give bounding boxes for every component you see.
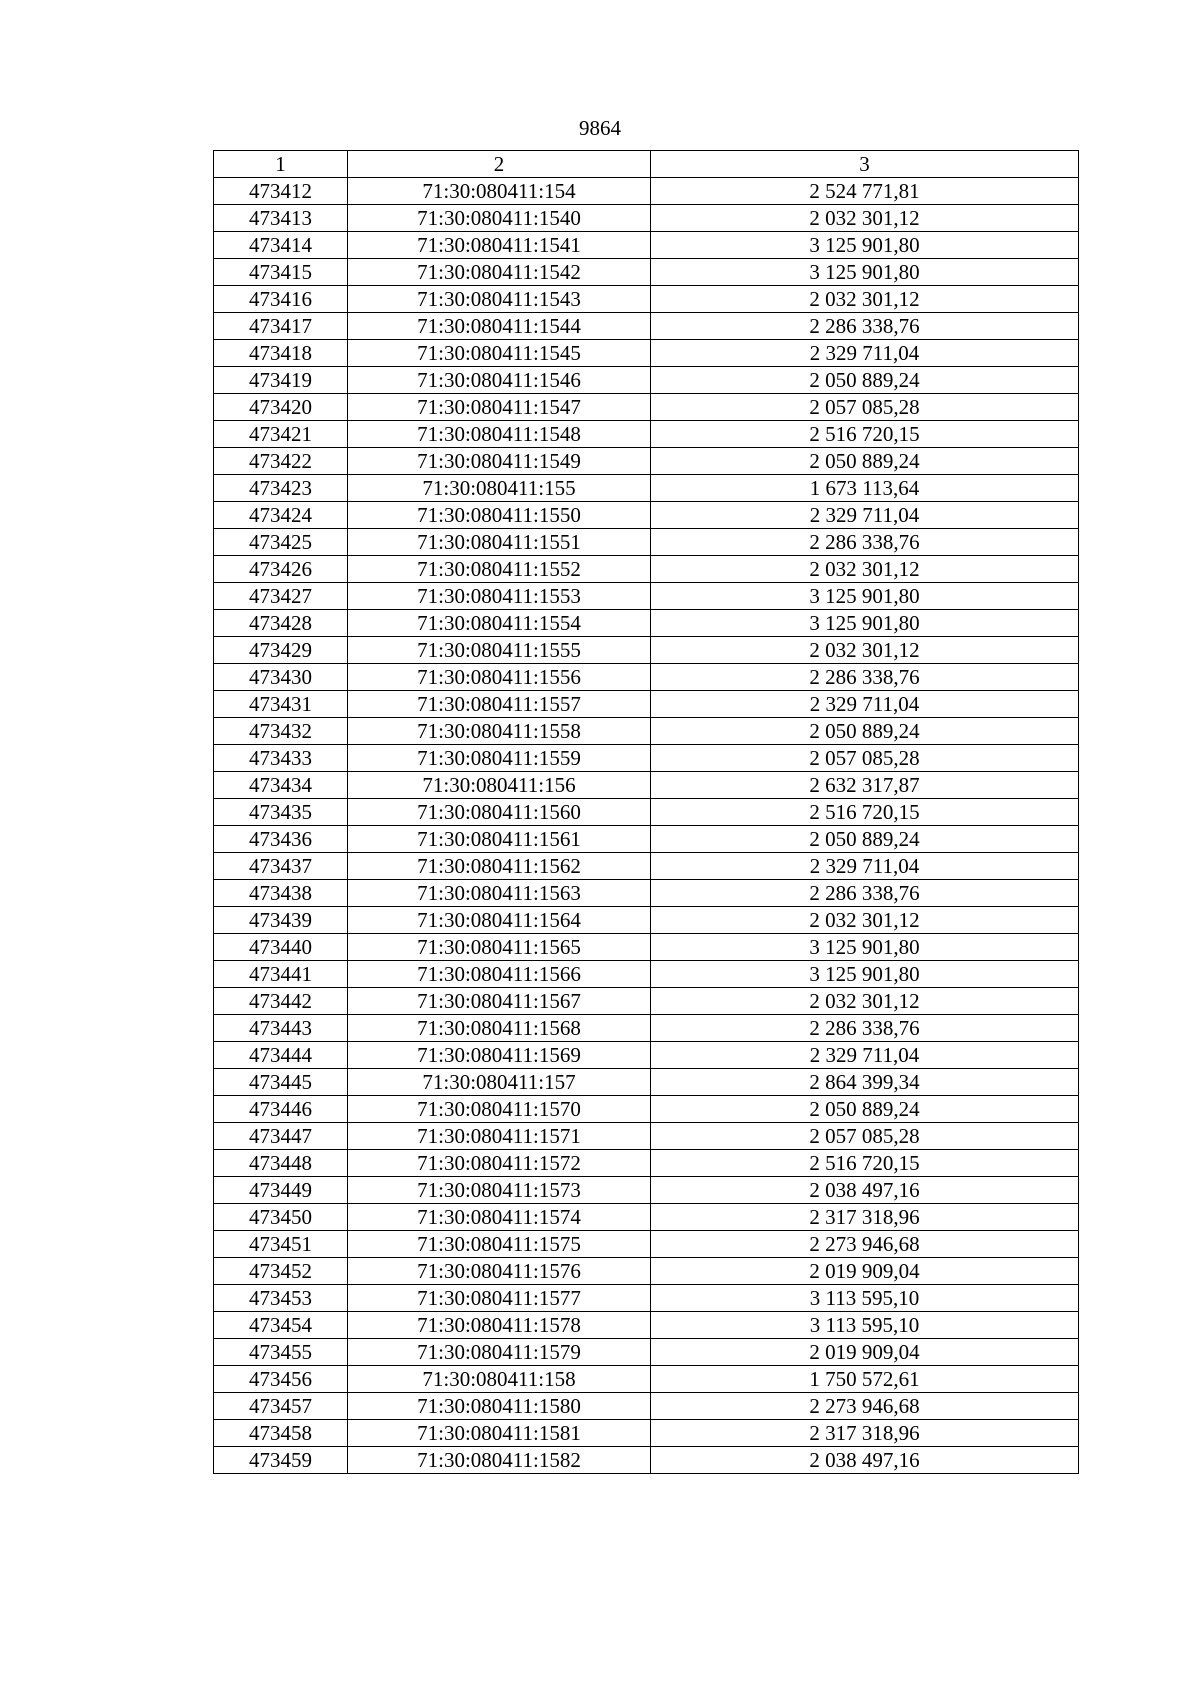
- cell-cadastral-number: 71:30:080411:1574: [348, 1204, 651, 1231]
- cell-row-number: 473438: [214, 880, 348, 907]
- cell-row-number: 473451: [214, 1231, 348, 1258]
- cell-cadastral-value: 2 329 711,04: [651, 340, 1079, 367]
- cell-cadastral-value: 2 524 771,81: [651, 178, 1079, 205]
- table-row: [214, 691, 1079, 718]
- cell-cadastral-number: 71:30:080411:1572: [348, 1150, 651, 1177]
- cell-cadastral-value: 2 050 889,24: [651, 826, 1079, 853]
- cell-row-number: 473430: [214, 664, 348, 691]
- cell-cadastral-number: 71:30:080411:1570: [348, 1096, 651, 1123]
- table-row: [214, 1150, 1079, 1177]
- cell-cadastral-number: 71:30:080411:158: [348, 1366, 651, 1393]
- cell-cadastral-value: 2 329 711,04: [651, 1042, 1079, 1069]
- cell-cadastral-number: 71:30:080411:1565: [348, 934, 651, 961]
- cell-cadastral-number: 71:30:080411:1557: [348, 691, 651, 718]
- table-row: [214, 1339, 1079, 1366]
- cell-cadastral-value: 2 286 338,76: [651, 664, 1079, 691]
- cell-cadastral-number: 71:30:080411:1563: [348, 880, 651, 907]
- table-row: [214, 1366, 1079, 1393]
- table-row: [214, 826, 1079, 853]
- cell-cadastral-value: 2 050 889,24: [651, 448, 1079, 475]
- cell-cadastral-number: 71:30:080411:1552: [348, 556, 651, 583]
- table-row: [214, 448, 1079, 475]
- table-row: [214, 664, 1079, 691]
- cell-cadastral-value: 2 286 338,76: [651, 529, 1079, 556]
- table-row: [214, 1015, 1079, 1042]
- cell-cadastral-value: 2 019 909,04: [651, 1258, 1079, 1285]
- cell-cadastral-value: 3 125 901,80: [651, 610, 1079, 637]
- cadastral-value-table: [213, 150, 1079, 1474]
- table-row: [214, 799, 1079, 826]
- cell-row-number: 473422: [214, 448, 348, 475]
- cell-cadastral-number: 71:30:080411:1576: [348, 1258, 651, 1285]
- cell-cadastral-number: 71:30:080411:1582: [348, 1447, 651, 1474]
- cell-cadastral-number: 71:30:080411:1550: [348, 502, 651, 529]
- table-row: [214, 394, 1079, 421]
- table-row: [214, 529, 1079, 556]
- cell-row-number: 473432: [214, 718, 348, 745]
- cell-row-number: 473447: [214, 1123, 348, 1150]
- cell-cadastral-number: 71:30:080411:155: [348, 475, 651, 502]
- table-row: [214, 1096, 1079, 1123]
- table-row: [214, 907, 1079, 934]
- cell-cadastral-value: 2 019 909,04: [651, 1339, 1079, 1366]
- table-row: [214, 745, 1079, 772]
- cell-row-number: 473454: [214, 1312, 348, 1339]
- table-row: [214, 880, 1079, 907]
- cell-cadastral-value: 1 673 113,64: [651, 475, 1079, 502]
- cell-row-number: 473431: [214, 691, 348, 718]
- cell-row-number: 473429: [214, 637, 348, 664]
- cell-cadastral-number: 71:30:080411:1554: [348, 610, 651, 637]
- cell-cadastral-number: 71:30:080411:1573: [348, 1177, 651, 1204]
- cell-cadastral-number: 71:30:080411:154: [348, 178, 651, 205]
- cell-cadastral-value: 3 125 901,80: [651, 232, 1079, 259]
- cell-cadastral-value: 2 032 301,12: [651, 205, 1079, 232]
- table-row: [214, 1258, 1079, 1285]
- cell-row-number: 473450: [214, 1204, 348, 1231]
- cell-cadastral-value: 2 317 318,96: [651, 1204, 1079, 1231]
- table-row: [214, 610, 1079, 637]
- table-row: [214, 1069, 1079, 1096]
- cell-cadastral-number: 71:30:080411:1580: [348, 1393, 651, 1420]
- table-row: [214, 853, 1079, 880]
- cell-row-number: 473445: [214, 1069, 348, 1096]
- cell-row-number: 473412: [214, 178, 348, 205]
- cell-row-number: 473433: [214, 745, 348, 772]
- cell-cadastral-value: 2 032 301,12: [651, 907, 1079, 934]
- table-header-row: [214, 151, 1079, 178]
- cell-cadastral-value: 2 050 889,24: [651, 367, 1079, 394]
- cell-cadastral-value: 2 329 711,04: [651, 853, 1079, 880]
- cell-cadastral-value: 2 317 318,96: [651, 1420, 1079, 1447]
- cell-cadastral-value: 2 516 720,15: [651, 799, 1079, 826]
- table-row: [214, 1123, 1079, 1150]
- table-row: [214, 1312, 1079, 1339]
- cell-cadastral-value: 1 750 572,61: [651, 1366, 1079, 1393]
- cell-cadastral-number: 71:30:080411:1556: [348, 664, 651, 691]
- cell-cadastral-value: 2 329 711,04: [651, 691, 1079, 718]
- table-row: [214, 1420, 1079, 1447]
- cell-row-number: 473458: [214, 1420, 348, 1447]
- cell-row-number: 473442: [214, 988, 348, 1015]
- cell-cadastral-value: 2 038 497,16: [651, 1177, 1079, 1204]
- cell-cadastral-number: 71:30:080411:1575: [348, 1231, 651, 1258]
- cell-row-number: 473425: [214, 529, 348, 556]
- cell-cadastral-value: 2 516 720,15: [651, 421, 1079, 448]
- cell-row-number: 473453: [214, 1285, 348, 1312]
- cell-row-number: 473441: [214, 961, 348, 988]
- cell-row-number: 473443: [214, 1015, 348, 1042]
- cell-cadastral-number: 71:30:080411:1571: [348, 1123, 651, 1150]
- table-row: [214, 178, 1079, 205]
- cell-cadastral-value: 2 286 338,76: [651, 880, 1079, 907]
- cell-row-number: 473439: [214, 907, 348, 934]
- table-row: [214, 934, 1079, 961]
- cell-cadastral-value: 2 032 301,12: [651, 286, 1079, 313]
- cell-row-number: 473426: [214, 556, 348, 583]
- cell-cadastral-value: 2 050 889,24: [651, 718, 1079, 745]
- cell-cadastral-number: 71:30:080411:1569: [348, 1042, 651, 1069]
- cell-row-number: 473421: [214, 421, 348, 448]
- cell-cadastral-value: 3 125 901,80: [651, 259, 1079, 286]
- cell-row-number: 473415: [214, 259, 348, 286]
- cell-row-number: 473414: [214, 232, 348, 259]
- table-row: [214, 313, 1079, 340]
- table-body: [214, 178, 1079, 1474]
- table-row: [214, 988, 1079, 1015]
- cell-cadastral-number: 71:30:080411:1579: [348, 1339, 651, 1366]
- table-row: [214, 637, 1079, 664]
- cell-cadastral-number: 71:30:080411:1559: [348, 745, 651, 772]
- cell-row-number: 473435: [214, 799, 348, 826]
- cell-row-number: 473428: [214, 610, 348, 637]
- cell-cadastral-number: 71:30:080411:1581: [348, 1420, 651, 1447]
- cell-cadastral-number: 71:30:080411:1558: [348, 718, 651, 745]
- cell-row-number: 473446: [214, 1096, 348, 1123]
- cell-cadastral-value: 3 125 901,80: [651, 961, 1079, 988]
- column-header-cadastral-number: 2: [348, 151, 651, 178]
- cell-row-number: 473419: [214, 367, 348, 394]
- cell-cadastral-value: 2 038 497,16: [651, 1447, 1079, 1474]
- cell-cadastral-value: 2 032 301,12: [651, 988, 1079, 1015]
- table-row: [214, 1393, 1079, 1420]
- table-row: [214, 961, 1079, 988]
- cell-cadastral-value: 2 032 301,12: [651, 637, 1079, 664]
- cell-cadastral-number: 71:30:080411:1553: [348, 583, 651, 610]
- cell-row-number: 473418: [214, 340, 348, 367]
- cell-cadastral-value: 2 329 711,04: [651, 502, 1079, 529]
- cell-cadastral-value: 2 050 889,24: [651, 1096, 1079, 1123]
- cell-row-number: 473417: [214, 313, 348, 340]
- cell-cadastral-number: 71:30:080411:1542: [348, 259, 651, 286]
- cell-cadastral-number: 71:30:080411:1577: [348, 1285, 651, 1312]
- cell-row-number: 473437: [214, 853, 348, 880]
- cell-row-number: 473444: [214, 1042, 348, 1069]
- table-row: [214, 475, 1079, 502]
- cell-cadastral-number: 71:30:080411:1555: [348, 637, 651, 664]
- cell-cadastral-value: 2 057 085,28: [651, 394, 1079, 421]
- table-row: [214, 1447, 1079, 1474]
- cell-cadastral-number: 71:30:080411:1544: [348, 313, 651, 340]
- cell-cadastral-number: 71:30:080411:1540: [348, 205, 651, 232]
- column-header-cadastral-value: 3: [651, 151, 1079, 178]
- table-row: [214, 1042, 1079, 1069]
- cell-row-number: 473423: [214, 475, 348, 502]
- column-header-number: 1: [214, 151, 348, 178]
- cell-cadastral-value: 3 125 901,80: [651, 583, 1079, 610]
- table-row: [214, 367, 1079, 394]
- cell-row-number: 473457: [214, 1393, 348, 1420]
- table-row: [214, 556, 1079, 583]
- cell-cadastral-number: 71:30:080411:1567: [348, 988, 651, 1015]
- cell-row-number: 473420: [214, 394, 348, 421]
- cell-cadastral-value: 2 864 399,34: [651, 1069, 1079, 1096]
- cell-cadastral-value: 2 057 085,28: [651, 1123, 1079, 1150]
- table-row: [214, 1204, 1079, 1231]
- cell-cadastral-value: 2 273 946,68: [651, 1393, 1079, 1420]
- cell-cadastral-value: 2 032 301,12: [651, 556, 1079, 583]
- cell-cadastral-value: 3 125 901,80: [651, 934, 1079, 961]
- table-row: [214, 421, 1079, 448]
- cell-cadastral-number: 71:30:080411:1578: [348, 1312, 651, 1339]
- table-row: [214, 583, 1079, 610]
- table-row: [214, 340, 1079, 367]
- table-row: [214, 205, 1079, 232]
- cell-cadastral-number: 71:30:080411:1545: [348, 340, 651, 367]
- table-row: [214, 259, 1079, 286]
- cell-cadastral-number: 71:30:080411:1560: [348, 799, 651, 826]
- cell-row-number: 473449: [214, 1177, 348, 1204]
- cell-cadastral-number: 71:30:080411:1549: [348, 448, 651, 475]
- cell-cadastral-number: 71:30:080411:1548: [348, 421, 651, 448]
- table-row: [214, 772, 1079, 799]
- cell-row-number: 473456: [214, 1366, 348, 1393]
- cell-row-number: 473427: [214, 583, 348, 610]
- table-row: [214, 502, 1079, 529]
- cell-row-number: 473413: [214, 205, 348, 232]
- cell-cadastral-value: 2 286 338,76: [651, 1015, 1079, 1042]
- cell-cadastral-value: 3 113 595,10: [651, 1312, 1079, 1339]
- cell-cadastral-number: 71:30:080411:157: [348, 1069, 651, 1096]
- table-row: [214, 286, 1079, 313]
- cell-cadastral-number: 71:30:080411:1546: [348, 367, 651, 394]
- cell-row-number: 473452: [214, 1258, 348, 1285]
- cell-cadastral-value: 2 273 946,68: [651, 1231, 1079, 1258]
- table-row: [214, 232, 1079, 259]
- cell-row-number: 473434: [214, 772, 348, 799]
- table-row: [214, 1285, 1079, 1312]
- cell-cadastral-number: 71:30:080411:1547: [348, 394, 651, 421]
- cell-cadastral-value: 2 632 317,87: [651, 772, 1079, 799]
- cell-row-number: 473436: [214, 826, 348, 853]
- cell-cadastral-number: 71:30:080411:1568: [348, 1015, 651, 1042]
- cell-cadastral-number: 71:30:080411:1562: [348, 853, 651, 880]
- cell-row-number: 473455: [214, 1339, 348, 1366]
- cell-cadastral-number: 71:30:080411:1566: [348, 961, 651, 988]
- cell-cadastral-value: 3 113 595,10: [651, 1285, 1079, 1312]
- table-row: [214, 1177, 1079, 1204]
- cell-cadastral-number: 71:30:080411:1564: [348, 907, 651, 934]
- cell-row-number: 473459: [214, 1447, 348, 1474]
- cell-cadastral-number: 71:30:080411:1561: [348, 826, 651, 853]
- cell-cadastral-value: 2 516 720,15: [651, 1150, 1079, 1177]
- cell-cadastral-number: 71:30:080411:156: [348, 772, 651, 799]
- cell-cadastral-value: 2 057 085,28: [651, 745, 1079, 772]
- cell-row-number: 473448: [214, 1150, 348, 1177]
- cell-row-number: 473416: [214, 286, 348, 313]
- cell-row-number: 473440: [214, 934, 348, 961]
- cell-row-number: 473424: [214, 502, 348, 529]
- cell-cadastral-number: 71:30:080411:1543: [348, 286, 651, 313]
- page-number: 9864: [579, 116, 621, 140]
- table-row: [214, 1231, 1079, 1258]
- table-row: [214, 718, 1079, 745]
- cell-cadastral-number: 71:30:080411:1541: [348, 232, 651, 259]
- cell-cadastral-value: 2 286 338,76: [651, 313, 1079, 340]
- cell-cadastral-number: 71:30:080411:1551: [348, 529, 651, 556]
